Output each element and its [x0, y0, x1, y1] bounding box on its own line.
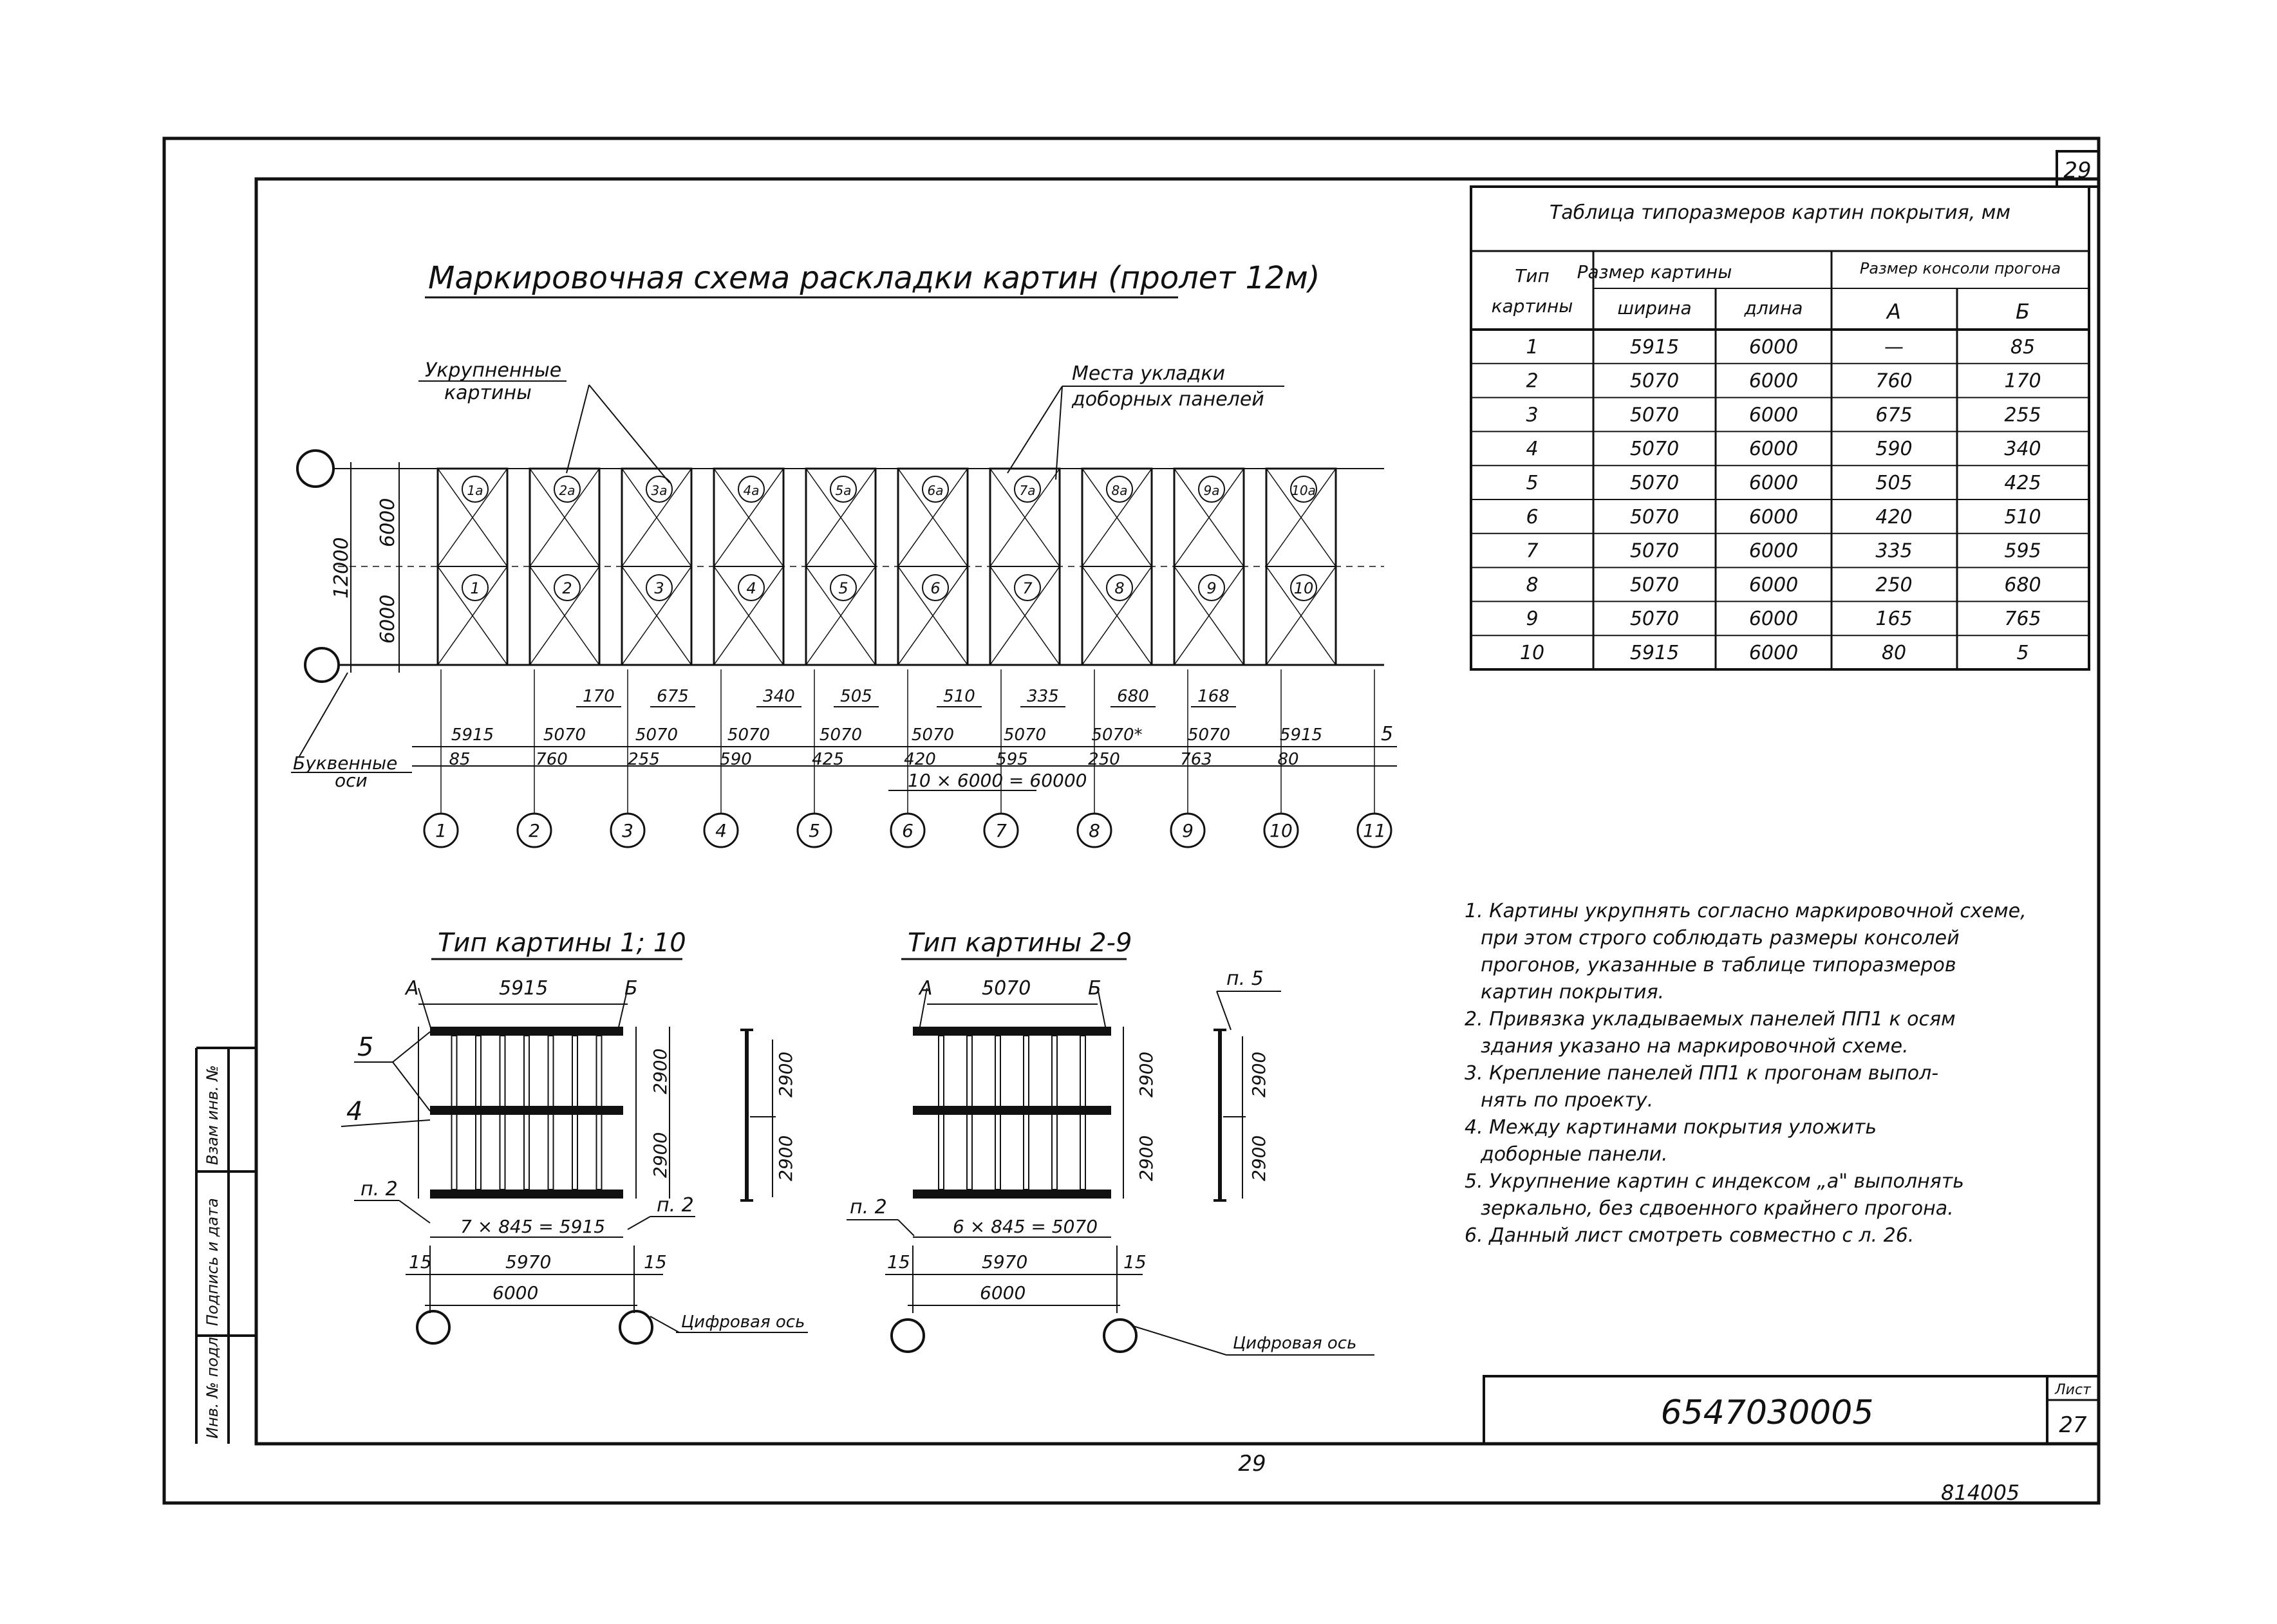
- table-cell: 6000: [1748, 539, 1799, 563]
- table-cell: 6000: [1748, 574, 1799, 597]
- label-letter-axes-2: оси: [335, 770, 368, 791]
- stamp-code: 6547030005: [1660, 1394, 1874, 1432]
- panel-width-label: 5070: [911, 725, 955, 745]
- type1-detail: [341, 928, 808, 1343]
- table-cell: 675: [1875, 404, 1913, 427]
- type2-side-left: 15: [887, 1251, 910, 1273]
- type2-side-dim-upper: 2900: [1248, 1051, 1270, 1097]
- table-cell: 5070: [1629, 574, 1680, 597]
- corner-page-number: 29: [2063, 158, 2092, 183]
- type1-side-dim-upper: 2900: [775, 1051, 796, 1097]
- type2-p5: п. 5: [1226, 967, 1264, 990]
- top-mark-label: 9а: [1203, 483, 1220, 498]
- label-extra-panels-1: Места укладки: [1072, 362, 1226, 385]
- table-cell: 6000: [1748, 472, 1799, 494]
- notes-block: [1465, 900, 2027, 1247]
- table-cell: 760: [1875, 369, 1913, 393]
- table-col-type-2: картины: [1491, 295, 1573, 317]
- dim-edge-value: 5: [1381, 723, 1394, 745]
- table-cell: 505: [1875, 472, 1913, 494]
- type2-detail: [847, 928, 1374, 1355]
- type2-label-b: Б: [1088, 977, 1101, 1000]
- panel-2: [530, 469, 599, 665]
- type2-axis-label: Цифровая ось: [1233, 1334, 1357, 1353]
- digital-axis-label: 10: [1270, 820, 1293, 841]
- table-cell: 5: [2016, 642, 2029, 664]
- type1-axis-circle-left: [417, 1311, 449, 1343]
- table-cell: 595: [2004, 539, 2041, 563]
- bottom-page-number: 29: [1238, 1451, 1266, 1477]
- panel-width-label: 5915: [451, 725, 494, 745]
- table-cell: —: [1884, 335, 1904, 359]
- console-label: 505: [840, 687, 872, 706]
- table-cell: 6000: [1748, 438, 1799, 461]
- digital-axis-label: 4: [715, 820, 727, 841]
- note-line: нять по проекту.: [1481, 1089, 1654, 1112]
- panel-4: [714, 469, 783, 665]
- digital-axis-label: 6: [902, 820, 914, 841]
- bottom-mark-label: 10: [1293, 579, 1314, 597]
- console-label: 168: [1197, 687, 1230, 706]
- archive-number: 814005: [1941, 1480, 2020, 1505]
- type1-label-5: 5: [357, 1032, 374, 1062]
- table-title: Таблица типоразмеров картин покрытия, мм: [1549, 201, 2011, 224]
- dim-12000: 12000: [330, 537, 353, 599]
- console-label: 340: [763, 687, 795, 706]
- bottom-mark-label: 6: [930, 579, 941, 597]
- type1-side-right: 15: [644, 1251, 667, 1273]
- note-line: при этом строго соблюдать размеры консолей: [1481, 927, 1960, 949]
- top-mark-label: 5а: [835, 483, 852, 498]
- type2-side-right: 15: [1123, 1251, 1147, 1273]
- table-cell: 6000: [1748, 369, 1799, 393]
- note-line: 3. Крепление панелей ПП1 к прогонам выпол-: [1465, 1062, 1939, 1085]
- table-cell: 5915: [1629, 335, 1680, 359]
- label-extra-panels-2: доборных панелей: [1072, 388, 1264, 411]
- letter-axis-bottom: [305, 648, 339, 682]
- table-cell: 6000: [1748, 335, 1799, 359]
- table-cell: 7: [1526, 539, 1539, 563]
- note-line: зеркально, без сдвоенного крайнего прогона.: [1481, 1197, 1954, 1220]
- panel-offset-label: 80: [1277, 750, 1299, 769]
- console-label: 510: [943, 687, 975, 706]
- table-col-size: Размер картины: [1577, 261, 1732, 283]
- digital-axis-label: 2: [529, 820, 540, 841]
- note-line: доборные панели.: [1481, 1143, 1668, 1166]
- table-cell: 5070: [1629, 539, 1680, 563]
- top-mark-label: 10а: [1291, 483, 1316, 498]
- table-col-a: А: [1887, 299, 1901, 324]
- note-line: 2. Привязка укладываемых панелей ПП1 к осям: [1465, 1008, 1956, 1031]
- type1-label-4: 4: [346, 1097, 363, 1126]
- table-cell: 340: [2004, 438, 2041, 461]
- digital-axis-label: 8: [1089, 820, 1100, 841]
- table-cell: 5070: [1629, 438, 1680, 461]
- sheet-label: Лист: [2055, 1382, 2091, 1398]
- note-line: прогонов, указанные в таблице типоразмеров: [1481, 954, 1956, 976]
- table-cell: 425: [2004, 472, 2041, 494]
- table-cell: 6: [1526, 505, 1539, 528]
- digital-axis-label: 7: [995, 820, 1007, 841]
- table-cell: 5: [1526, 472, 1539, 494]
- type2-label-a: А: [919, 977, 933, 1000]
- bottom-mark-label: 5: [838, 579, 848, 597]
- panel-offset-label: 250: [1088, 750, 1120, 769]
- note-line: 5. Укрупнение картин с индексом „а" выполнять: [1465, 1170, 1964, 1193]
- table-col-type-1: Тип: [1515, 265, 1550, 286]
- title-block: [1484, 1376, 2099, 1444]
- table-cell: 5070: [1629, 608, 1680, 631]
- table-cell: 4: [1526, 438, 1539, 461]
- side-stamp-signature: Подпись и дата: [203, 1198, 221, 1326]
- table-cell: 590: [1875, 438, 1913, 461]
- panel-10: [1266, 469, 1336, 665]
- panel-1: [438, 469, 507, 665]
- type2-overall: 6000: [980, 1282, 1026, 1303]
- type2-side-dim-lower: 2900: [1248, 1135, 1270, 1181]
- table-cell: 680: [2004, 574, 2041, 597]
- note-line: 1. Картины укрупнять согласно маркировочной схеме,: [1465, 900, 2027, 922]
- type1-side-dim-lower: 2900: [775, 1135, 796, 1181]
- note-line: 4. Между картинами покрытия уложить: [1465, 1116, 1877, 1139]
- table-cell: 2: [1526, 369, 1539, 393]
- panel-width-label: 5070: [727, 725, 771, 745]
- digital-axis-label: 5: [809, 820, 820, 841]
- top-mark-label: 1а: [467, 483, 483, 498]
- table-cell: 335: [1875, 539, 1913, 563]
- side-stamp-replace: Взам инв. №: [203, 1065, 221, 1165]
- top-mark-label: 7а: [1019, 483, 1036, 498]
- table-cell: 250: [1875, 574, 1913, 597]
- note-line: здания указано на маркировочной схеме.: [1481, 1035, 1909, 1058]
- type2-title: Тип картины 2-9: [908, 928, 1132, 958]
- panel-width-label: 5070: [819, 725, 863, 745]
- table-cell: 9: [1526, 608, 1539, 631]
- table-cell: 80: [1881, 642, 1907, 664]
- type1-p2-right: п. 2: [657, 1194, 694, 1217]
- side-stamp: [196, 1048, 256, 1444]
- note-line: картин покрытия.: [1481, 981, 1665, 1003]
- table-cell: 5915: [1629, 642, 1680, 664]
- table-cell: 5070: [1629, 369, 1680, 393]
- panel-8: [1082, 469, 1152, 665]
- dim-6000-lower: 6000: [377, 594, 399, 644]
- type1-width: 5915: [499, 977, 548, 1000]
- bottom-mark-label: 7: [1022, 579, 1033, 597]
- panel-width-label: 5070: [1187, 725, 1231, 745]
- label-letter-axes-1: Буквенные: [293, 752, 398, 774]
- digital-axis-label: 9: [1182, 820, 1194, 841]
- table-cell: 170: [2004, 369, 2041, 393]
- table-cell: 5070: [1629, 472, 1680, 494]
- table-cell: 6000: [1748, 642, 1799, 664]
- bottom-mark-label: 1: [470, 579, 480, 597]
- table-cell: 6000: [1748, 404, 1799, 427]
- table-cell: 8: [1526, 574, 1539, 597]
- table-cell: 6000: [1748, 608, 1799, 631]
- table-col-width: ширина: [1617, 297, 1692, 319]
- bottom-mark-label: 2: [562, 579, 572, 597]
- side-stamp-inv: Инв. № подл.: [203, 1332, 221, 1439]
- table-cell: 10: [1519, 642, 1545, 664]
- table-col-b: Б: [2016, 299, 2030, 324]
- letter-axis-top: [297, 451, 333, 487]
- panel-5: [806, 469, 876, 665]
- layout-scheme: [291, 359, 1397, 847]
- panel-offset-label: 763: [1180, 750, 1212, 769]
- type2-p2: п. 2: [850, 1196, 887, 1218]
- type2-dim-lower: 2900: [1136, 1135, 1157, 1181]
- type1-dim-lower: 2900: [650, 1132, 671, 1178]
- console-label: 170: [583, 687, 615, 706]
- dim-total: 10 × 6000 = 60000: [908, 770, 1087, 791]
- type1-spacing: 7 × 845 = 5915: [460, 1216, 606, 1237]
- panel-offset-label: 85: [449, 750, 471, 769]
- panel-3: [622, 469, 691, 665]
- table-cell: 1: [1526, 335, 1539, 359]
- type2-spacing: 6 × 845 = 5070: [953, 1216, 1098, 1237]
- table-cell: 5070: [1629, 404, 1680, 427]
- table-cell: 85: [2010, 335, 2036, 359]
- type1-axis-circle-right: [620, 1311, 652, 1343]
- digital-axis-label: 1: [435, 820, 447, 841]
- type2-width: 5070: [982, 977, 1031, 1000]
- console-label: 680: [1117, 687, 1149, 706]
- top-mark-label: 6а: [927, 483, 944, 498]
- type1-dim-upper: 2900: [650, 1048, 671, 1094]
- table-cell: 6000: [1748, 505, 1799, 528]
- table-col-console: Размер консоли прогона: [1859, 259, 2061, 277]
- panel-offset-label: 420: [904, 750, 936, 769]
- label-enlarged-2: картины: [444, 382, 532, 404]
- panel-width-label: 5070: [1003, 725, 1047, 745]
- panel-width-label: 5915: [1279, 725, 1323, 745]
- type2-middle: 5970: [982, 1251, 1028, 1273]
- bottom-mark-label: 3: [654, 579, 664, 597]
- table-cell: 165: [1875, 608, 1913, 631]
- note-line: 6. Данный лист смотреть совместно с л. 26.: [1465, 1224, 1915, 1247]
- digital-axis-label: 11: [1363, 820, 1386, 841]
- type2-dim-upper: 2900: [1136, 1051, 1157, 1097]
- panel-7: [990, 469, 1060, 665]
- panel-offset-label: 425: [812, 750, 844, 769]
- size-table: [1471, 187, 2089, 669]
- bottom-mark-label: 8: [1114, 579, 1125, 597]
- digital-axis-label: 3: [622, 820, 633, 841]
- top-mark-label: 8а: [1111, 483, 1128, 498]
- panel-width-label: 5070: [635, 725, 679, 745]
- panel-width-label: 5070: [543, 725, 586, 745]
- type1-side-left: 15: [409, 1251, 432, 1273]
- console-label: 335: [1027, 687, 1059, 706]
- table-cell: 510: [2004, 505, 2041, 528]
- bottom-mark-label: 4: [746, 579, 756, 597]
- panel-9: [1174, 469, 1244, 665]
- main-title: Маркировочная схема раскладки картин (пролет 12м): [428, 260, 1320, 296]
- table-cell: 255: [2004, 404, 2041, 427]
- type1-label-b: Б: [624, 977, 638, 1000]
- top-mark-label: 4а: [743, 483, 760, 498]
- type1-axis-label: Цифровая ось: [681, 1312, 805, 1332]
- panel-offset-label: 255: [628, 750, 660, 769]
- top-mark-label: 2а: [559, 483, 576, 498]
- table-cell: 5070: [1629, 505, 1680, 528]
- sheet-number: 27: [2059, 1412, 2087, 1438]
- top-mark-label: 3а: [651, 483, 668, 498]
- dim-6000-upper: 6000: [377, 498, 399, 547]
- panel-offset-label: 595: [996, 750, 1028, 769]
- type2-axis-circle-left: [892, 1320, 924, 1352]
- type1-p2-left: п. 2: [361, 1178, 398, 1200]
- table-cell: 420: [1875, 505, 1913, 528]
- label-enlarged-1: Укрупненные: [425, 359, 562, 382]
- type2-axis-circle-right: [1104, 1320, 1136, 1352]
- type1-overall: 6000: [492, 1282, 539, 1303]
- console-label: 675: [657, 687, 689, 706]
- panel-width-label: 5070*: [1091, 725, 1143, 745]
- panel-offset-label: 760: [536, 750, 568, 769]
- type1-title: Тип картины 1; 10: [438, 928, 686, 958]
- panel-6: [898, 469, 968, 665]
- panel-offset-label: 590: [720, 750, 752, 769]
- type1-middle: 5970: [505, 1251, 552, 1273]
- table-cell: 3: [1526, 404, 1539, 427]
- bottom-mark-label: 9: [1206, 579, 1217, 597]
- table-col-length: длина: [1744, 297, 1803, 319]
- table-cell: 765: [2004, 608, 2041, 631]
- type1-label-a: А: [406, 977, 419, 1000]
